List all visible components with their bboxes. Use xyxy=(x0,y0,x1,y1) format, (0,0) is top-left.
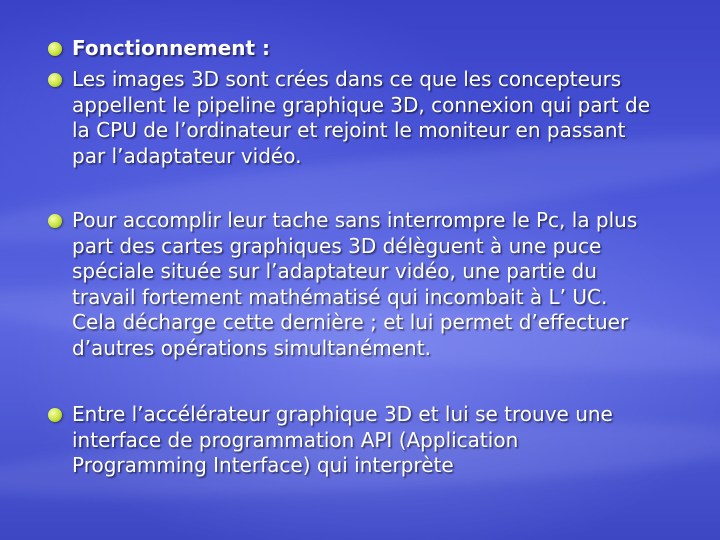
bullet-line: Programming Interface) qui interprète xyxy=(72,453,454,478)
bullet-line: travail fortement mathématisé qui incombait à L’ UC. xyxy=(72,284,608,309)
bullet-dot-icon xyxy=(48,408,62,422)
bullet-line: interface de programmation API (Application xyxy=(72,427,519,452)
bullet-line: la CPU de l’ordinateur et rejoint le moniteur en passant xyxy=(72,118,626,143)
bullet-text xyxy=(72,67,692,169)
bullet-line: d’autres opérations simultanément. xyxy=(72,335,431,360)
bullet-line: appellent le pipeline graphique 3D, connexion qui part de xyxy=(72,92,650,117)
bullet-line: Les images 3D sont crées dans ce que les concepteurs xyxy=(72,67,622,91)
bullet-text xyxy=(72,208,692,362)
bullet-heading xyxy=(72,36,692,62)
bullet-line: Entre l’accélérateur graphique 3D et lui se trouve une xyxy=(72,402,613,426)
bullet-dot-icon xyxy=(48,214,62,228)
bullet-dot-icon xyxy=(48,42,62,56)
bullet-line: spéciale située sur l’adaptateur vidéo, une partie du xyxy=(72,259,597,284)
bullet-dot-icon xyxy=(48,73,62,87)
bullet-line: Fonctionnement : xyxy=(72,36,271,60)
bullet-text xyxy=(72,402,692,479)
bullet-line: part des cartes graphiques 3D délèguent à une puce xyxy=(72,233,602,258)
bullet-line: Cela décharge cette dernière ; et lui permet d’effectuer xyxy=(72,310,629,335)
bullet-line: Pour accomplir leur tache sans interrompre le Pc, la plus xyxy=(72,208,638,232)
bullet-line: par l’adaptateur vidéo. xyxy=(72,143,302,168)
